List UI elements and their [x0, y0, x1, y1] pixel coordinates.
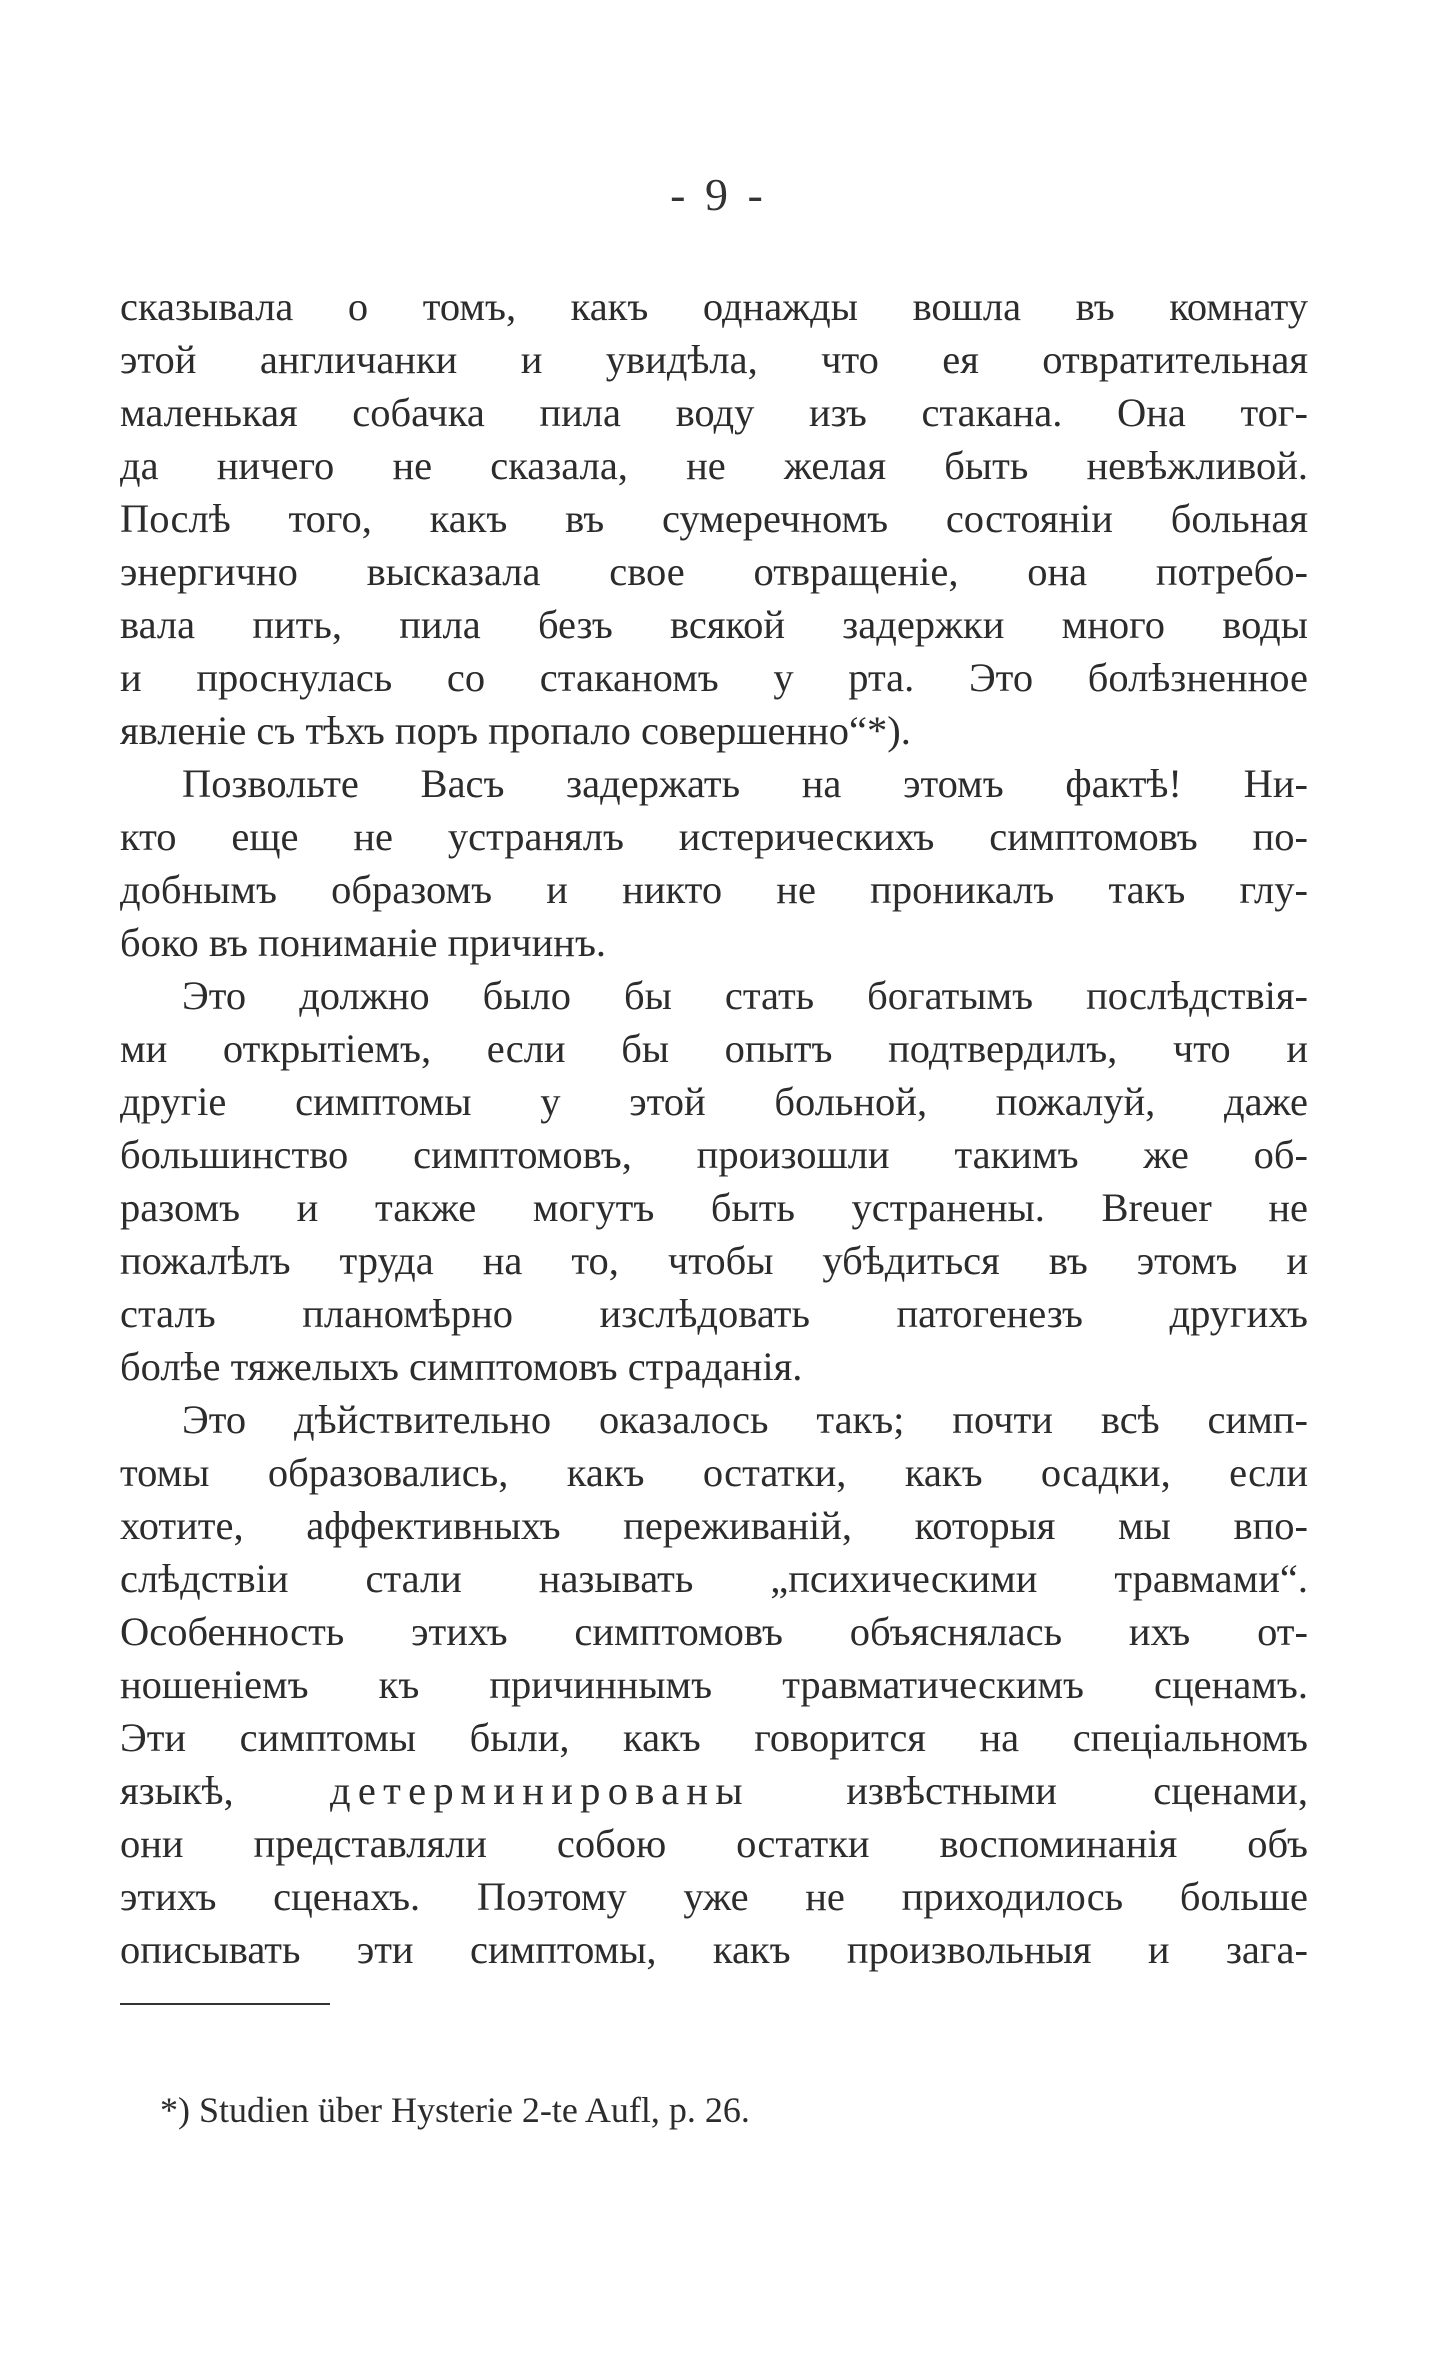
text-line: Это должно было бы стать богатымъ послѣдствiя-	[182, 973, 1308, 1018]
text-line: явленiе съ тѣхъ поръ пропало совершенно“*).	[120, 708, 911, 753]
text-line: этихъ сценахъ. Поэтому уже не приходилось больше	[120, 1874, 1308, 1919]
text-line: боко въ пониманiе причинъ.	[120, 920, 607, 965]
text-line: Эти симптомы были, какъ говорится на спецiальномъ	[120, 1715, 1308, 1760]
text-line: Это дѣйствительно оказалось такъ; почти всѣ симп-	[182, 1397, 1308, 1442]
text-line: разомъ и также могутъ быть устранены. Breuer не	[120, 1185, 1308, 1230]
text-line: они представляли собою остатки воспоминанiя объ	[120, 1821, 1308, 1866]
text-line: и проснулась со стаканомъ у рта. Это болѣзненное	[120, 655, 1308, 700]
text-line: сталъ планомѣрно изслѣдовать патогенезъ другихъ	[120, 1291, 1308, 1336]
text-line: да ничего не сказала, не желая быть невѣжливой.	[120, 443, 1308, 488]
text-line: кто еще не устранялъ истерическихъ симптомовъ по-	[120, 814, 1308, 859]
text-line: добнымъ образомъ и никто не проникалъ такъ глу-	[120, 867, 1308, 912]
text-line: пожалѣлъ труда на то, чтобы убѣдиться въ этомъ и	[120, 1238, 1308, 1283]
footnote: *) Studien über Hysterie 2-te Aufl, p. 26.	[160, 2090, 750, 2130]
text-line: томы образовались, какъ остатки, какъ осадки, если	[120, 1450, 1308, 1495]
text-segment: извѣстными сценами,	[749, 1768, 1308, 1813]
footnote-rule	[120, 2003, 330, 2005]
text-line: Особенность этихъ симптомовъ объяснялась ихъ от-	[120, 1609, 1308, 1654]
text-line	[120, 1764, 1308, 1817]
text-line: большинство симптомовъ, произошли такимъ же об-	[120, 1132, 1308, 1177]
spaced-emphasis: детерминированы	[330, 1768, 750, 1813]
text-line: энергично высказала свое отвращенiе, она потребо-	[120, 549, 1308, 594]
text-line: ми открытiемъ, если бы опытъ подтвердилъ, что и	[120, 1026, 1308, 1071]
text-line: сказывала о томъ, какъ однажды вошла въ комнату	[120, 284, 1308, 329]
body-text	[120, 280, 1308, 1976]
text-line: вала пить, пила безъ всякой задержки много воды	[120, 602, 1308, 647]
text-line: Позвольте Васъ задержать на этомъ фактѣ! Ни-	[182, 761, 1308, 806]
text-line: маленькая собачка пила воду изъ стакана. Она тог-	[120, 390, 1308, 435]
text-line: болѣе тяжелыхъ симптомовъ страданiя.	[120, 1344, 803, 1389]
text-line: ношенiемъ къ причиннымъ травматическимъ сценамъ.	[120, 1662, 1308, 1707]
text-line: другiе симптомы у этой больной, пожалуй, даже	[120, 1079, 1308, 1124]
text-line: слѣдствiи стали называть „психическими травмами“.	[120, 1556, 1308, 1601]
page-number: - 9 -	[670, 169, 767, 220]
text-segment: языкѣ,	[120, 1768, 331, 1813]
text-line: Послѣ того, какъ въ сумеречномъ состоянiи больная	[120, 496, 1308, 541]
text-line: этой англичанки и увидѣла, что ея отвратительная	[120, 337, 1308, 382]
text-line: описывать эти симптомы, какъ произвольныя и зага-	[120, 1927, 1308, 1972]
text-line: хотите, аффективныхъ переживанiй, которыя мы впо-	[120, 1503, 1308, 1548]
